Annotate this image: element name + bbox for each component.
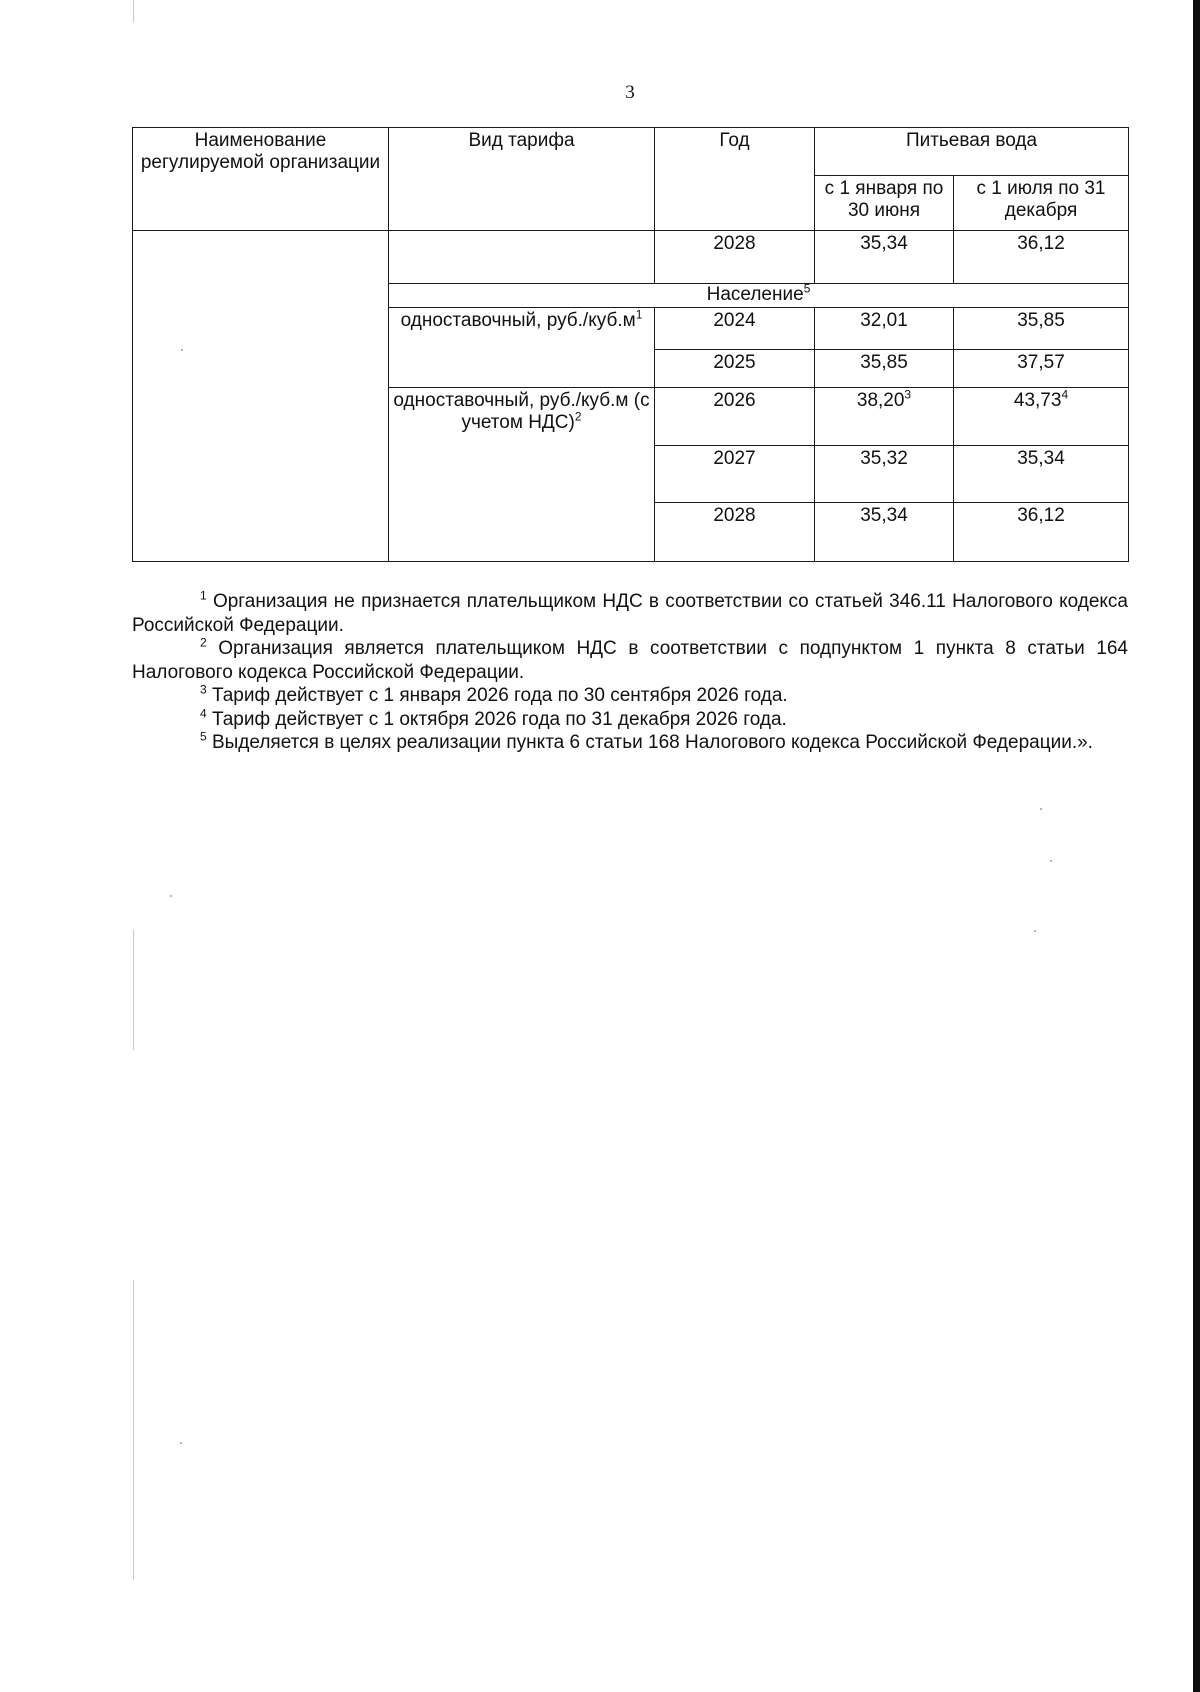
footnote (132, 731, 1128, 755)
value-cell: 35,34 (815, 503, 954, 562)
organization-cell (133, 231, 389, 562)
footnote-ref: 5 (803, 283, 811, 296)
year-cell: 2027 (655, 446, 815, 503)
footnote (132, 708, 1128, 732)
footnote-mark: 1 (200, 588, 207, 603)
tariff-cell (389, 308, 655, 388)
scan-speck (170, 895, 172, 897)
value-text: 38,20 (856, 390, 905, 411)
tariff-cell (389, 388, 655, 562)
page-number: 3 (625, 82, 635, 103)
header-period-first-half: с 1 января по 30 июня (815, 176, 954, 231)
footnote-text: Выделяется в целях реализации пункта 6 статьи 168 Налогового кодекса Российской Федерации.». (211, 732, 1093, 753)
value-cell: 36,12 (954, 503, 1129, 562)
header-year: Год (655, 128, 815, 231)
header-period-second-half: с 1 июля по 31 декабря (954, 176, 1129, 231)
value-cell: 35,85 (954, 308, 1129, 350)
scan-speck (133, 930, 134, 1050)
tariff-label: одноставочный, руб./куб.м (400, 310, 636, 331)
footnote-ref: 4 (1061, 387, 1069, 402)
footnote-text: Тариф действует с 1 января 2026 года по 30 сентября 2026 года. (211, 685, 788, 706)
scan-speck (133, 0, 134, 22)
footnote-ref: 2 (574, 409, 582, 424)
footnotes (132, 590, 1128, 755)
year-cell: 2025 (655, 350, 815, 388)
scan-speck (133, 1280, 134, 1580)
scan-speck (181, 349, 183, 351)
year-cell: 2028 (655, 231, 815, 284)
footnote-text: Организация является плательщиком НДС в соответствии с подпунктом 1 пункта 8 статьи 164 Налогового кодекса Российской Федерации. (132, 638, 1128, 683)
scan-speck (180, 1442, 182, 1444)
scan-edge-border (1193, 0, 1200, 1692)
value-cell: 35,32 (815, 446, 954, 503)
value-text: 43,73 (1013, 390, 1062, 411)
value-cell: 35,34 (954, 446, 1129, 503)
scan-speck (1040, 808, 1042, 810)
tariff-cell-empty (389, 231, 655, 284)
footnote-ref: 3 (904, 387, 912, 402)
value-cell: 35,34 (815, 231, 954, 284)
footnote (132, 590, 1128, 637)
year-cell: 2024 (655, 308, 815, 350)
footnote-mark: 4 (200, 706, 207, 721)
footnote-mark: 5 (200, 729, 207, 744)
value-cell: 35,85 (815, 350, 954, 388)
footnote-text: Организация не признается плательщиком НДС в соответствии со статьей 346.11 Налогового кодекса Российской Федерации. (132, 591, 1128, 636)
footnote (132, 637, 1128, 684)
value-cell: 36,12 (954, 231, 1129, 284)
footnote-ref: 1 (635, 307, 643, 322)
footnote-mark: 2 (200, 635, 207, 650)
value-cell (815, 388, 954, 446)
tariff-label: одноставочный, руб./куб.м (с учетом НДС) (393, 390, 650, 433)
footnote-text: Тариф действует с 1 октября 2026 года по 31 декабря 2026 года. (211, 708, 787, 730)
value-cell: 37,57 (954, 350, 1129, 388)
value-cell (954, 388, 1129, 446)
section-label: Население (706, 284, 804, 305)
tariff-table (132, 127, 1129, 562)
scan-speck (1050, 860, 1052, 862)
value-cell: 32,01 (815, 308, 954, 350)
year-cell: 2026 (655, 388, 815, 446)
footnote-mark: 3 (200, 682, 207, 697)
section-row-population (389, 284, 1129, 308)
footnote (132, 684, 1128, 708)
header-drinking-water: Питьевая вода (815, 128, 1129, 176)
header-organization: Наименование регулируемой организации (133, 128, 389, 231)
scan-speck (1034, 930, 1036, 932)
year-cell: 2028 (655, 503, 815, 562)
header-tariff-type: Вид тарифа (389, 128, 655, 231)
